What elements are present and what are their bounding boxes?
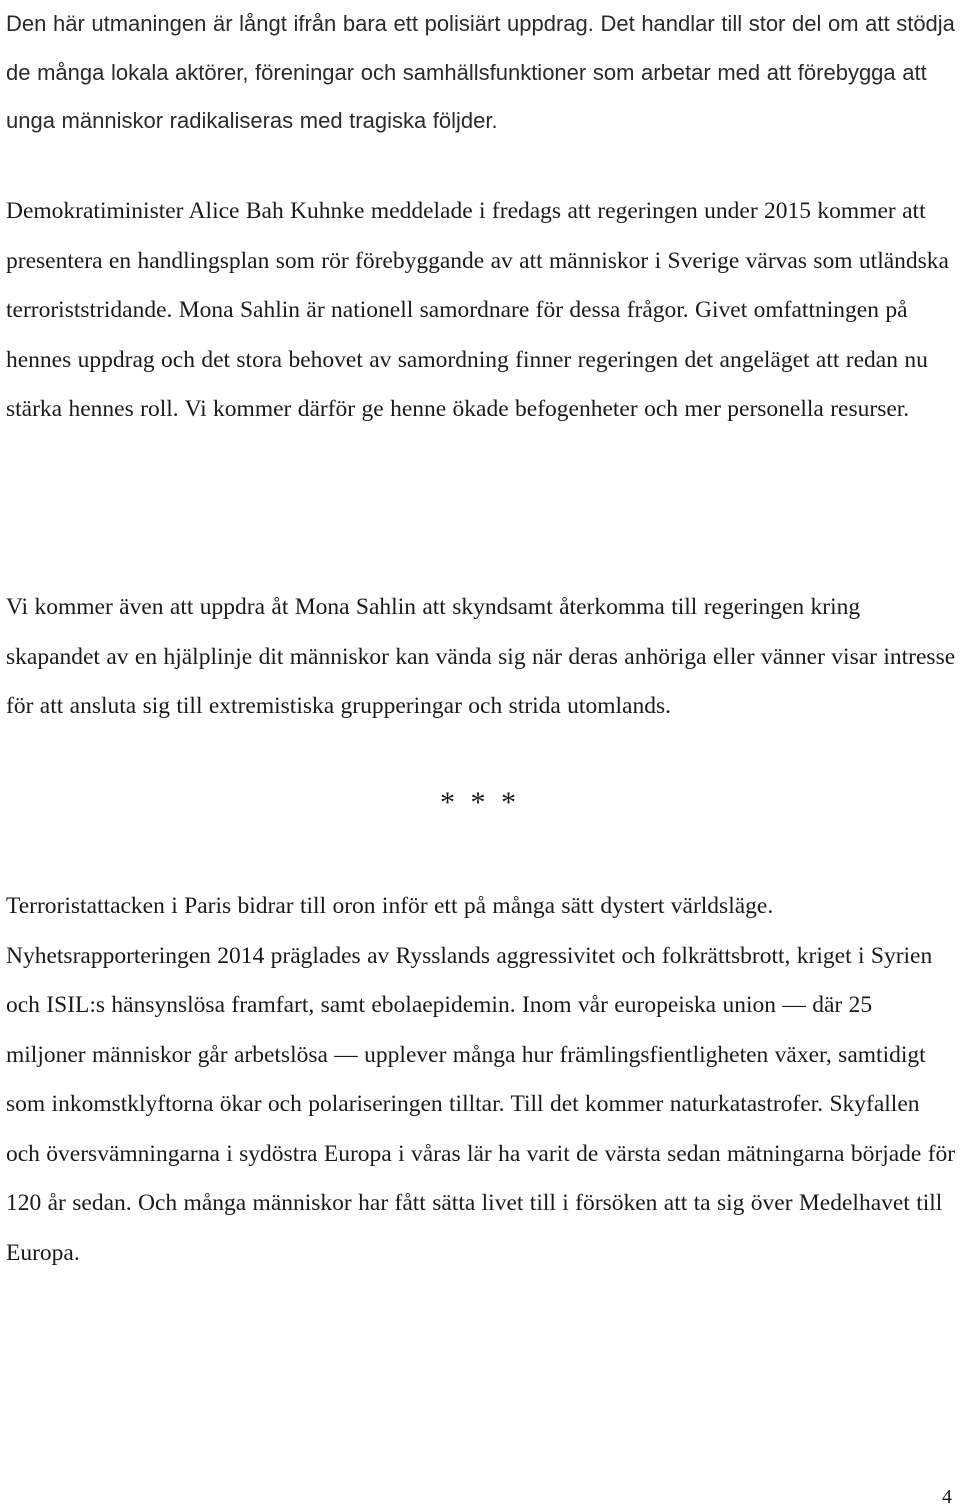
page-number: 4 bbox=[942, 1486, 952, 1508]
paragraph-2: Demokratiminister Alice Bah Kuhnke meddelade i fredags att regeringen under 2015 kommer att presentera en handlingsplan som rör förebyggande av att människor i Sverige värvas som utländska terroriststridande. Mona Sahlin är nationell samordnare för dessa frågor. Givet omfattningen på hennes uppdrag och det stora behovet av samordning finner regeringen det angeläget att redan nu stärka hennes roll. Vi kommer därför ge henne ökade befogenheter och mer personella resurser. bbox=[6, 198, 949, 422]
paragraph-1: Den här utmaningen är långt ifrån bara ett polisiärt uppdrag. Det handlar till stor del om att stödja de många lokala aktörer, föreningar och samhällsfunktioner som arbetar med att förebygga att unga människor radikaliseras med tragiska följder. bbox=[6, 11, 955, 133]
paragraph-4: Terroristattacken i Paris bidrar till oron inför ett på många sätt dystert världsläge. Nyhetsrapporteringen 2014 präglades av Rysslands aggressivitet och folkrättsbrott, kriget i Syrien och ISIL:s hänsynslösa framfart, samt ebolaepidemin. Inom vår europeiska union — där 25 miljoner människor går arbetslösa — upplever många hur främlingsfientligheten växer, samtidigt som inkomstklyftorna ökar och polariseringen tilltar. Till det kommer naturkatastrofer. Skyfallen och översvämningarna i sydöstra Europa i våras lär ha varit de värsta sedan mätningarna började för 120 år sedan. Och många människor har fått sätta livet till i försöken att ta sig över Medelhavet till Europa. bbox=[6, 893, 956, 1266]
paragraph-3: Vi kommer även att uppdra åt Mona Sahlin att skyndsamt återkomma till regeringen kring skapandet av en hjälplinje dit människor kan vända sig när deras anhöriga eller vänner visar intresse för att ansluta sig till extremistiska grupperingar och strida utomlands. bbox=[6, 594, 956, 719]
section-divider: * * * bbox=[440, 786, 520, 819]
